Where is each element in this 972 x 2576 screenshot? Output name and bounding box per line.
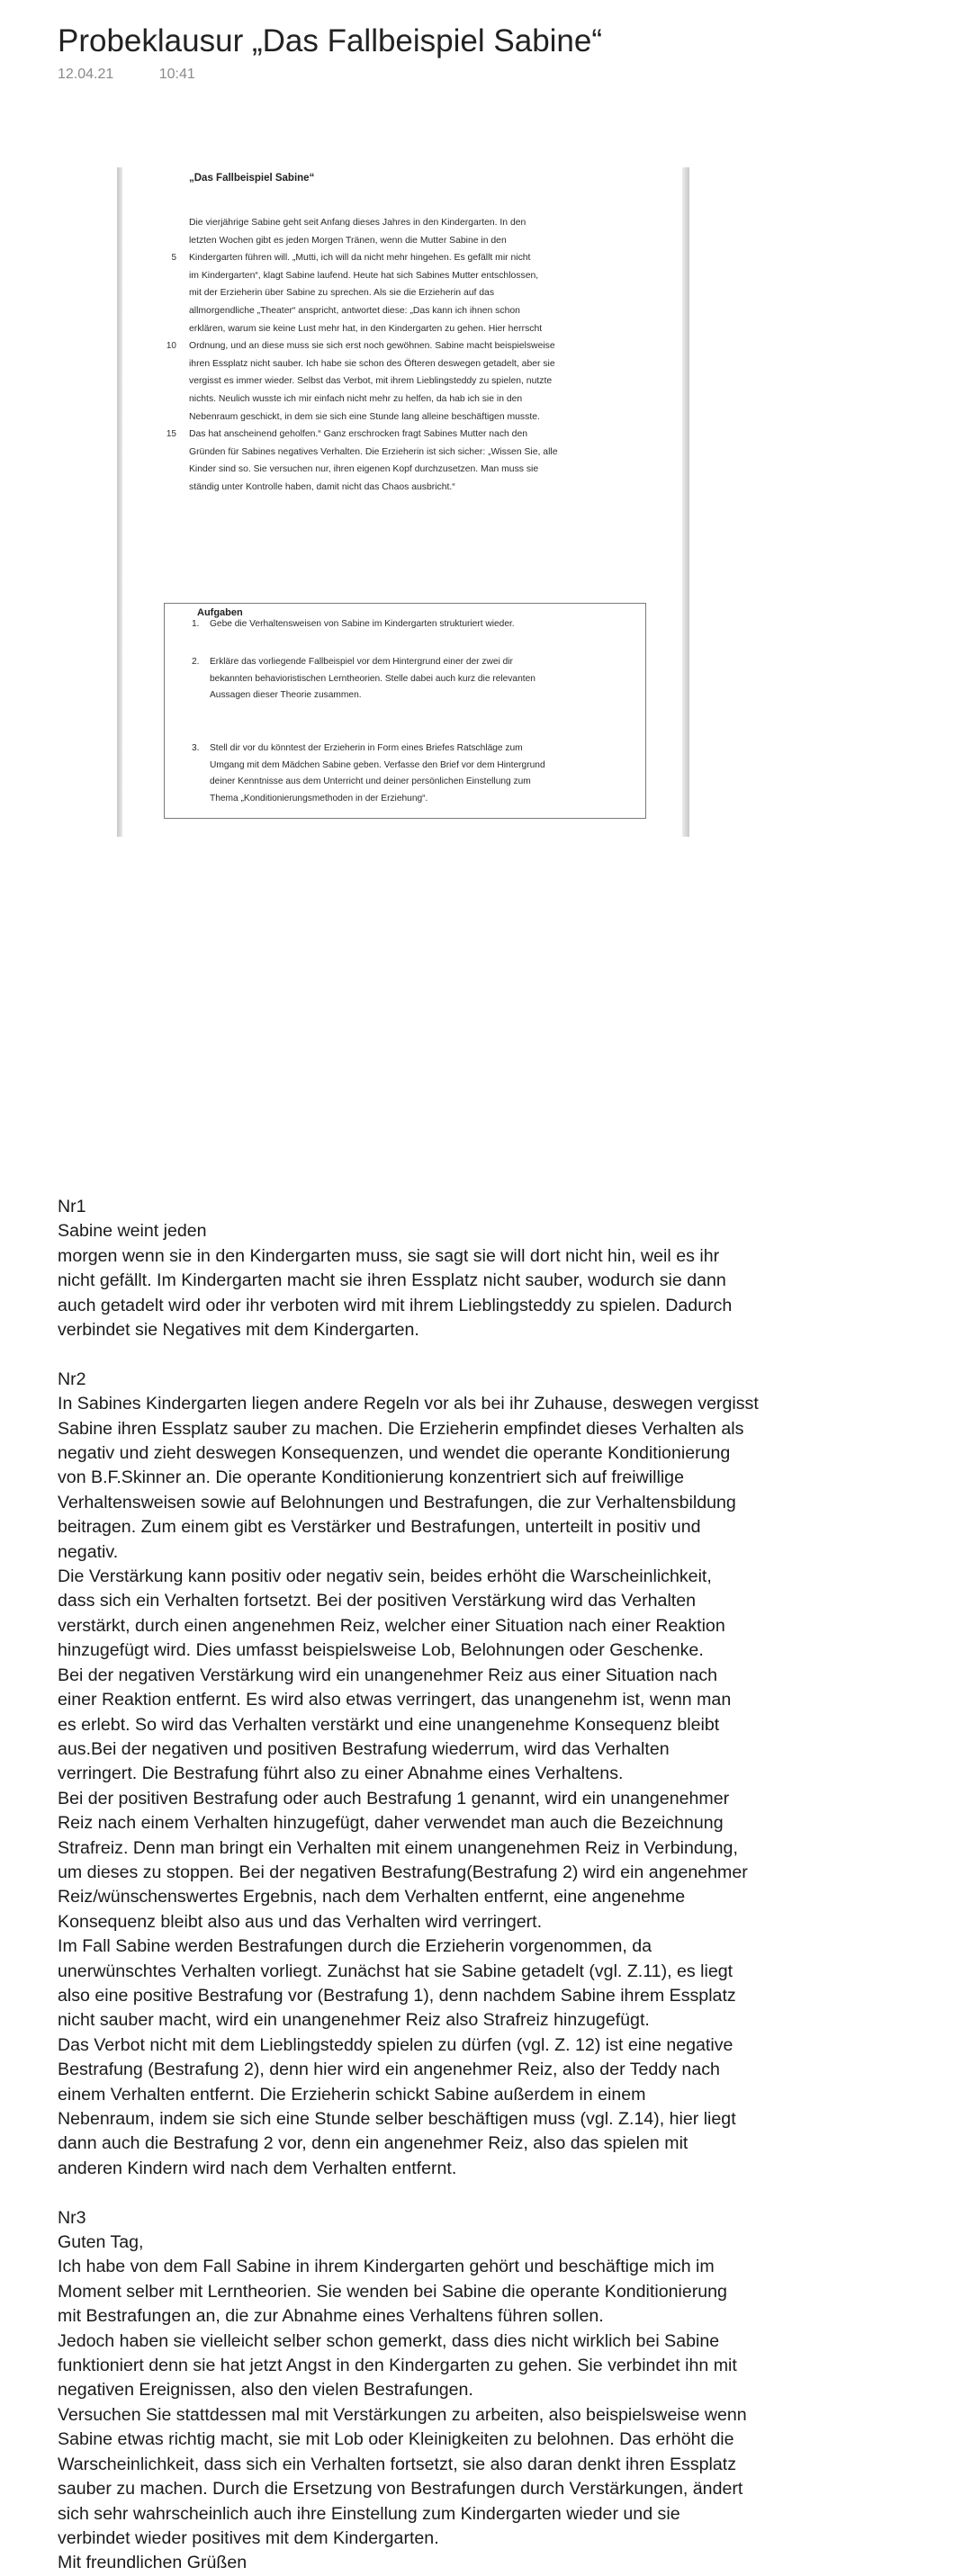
task-line: Umgang mit dem Mädchen Sabine geben. Verfasse den Brief vor dem Hintergrund — [210, 759, 545, 770]
scan-line — [166, 426, 655, 444]
answer-heading: Nr1 — [58, 1197, 86, 1216]
answer-line: In Sabines Kindergarten liegen andere Regeln vor als bei ihr Zuhause, deswegen vergisst — [58, 1394, 759, 1414]
line-text: ihren Essplatz nicht sauber. Ich habe sie schon des Öfteren deswegen getadelt, aber sie — [189, 358, 555, 369]
line-text: ständig unter Kontrolle haben, damit nicht das Chaos ausbricht.“ — [189, 481, 455, 492]
answer-heading: Nr2 — [58, 1369, 86, 1389]
line-text: Gründen für Sabines negatives Verhalten. Die Erzieherin ist sich sicher: „Wissen Sie, alle — [189, 446, 558, 457]
answer-line: also eine positive Bestrafung vor (Bestrafung 1), denn nachdem Sabine ihrem Essplatz — [58, 1985, 736, 2006]
answer-line: Die Verstärkung kann positiv oder negativ sein, beides erhöht die Warscheinlichkeit, — [58, 1566, 712, 1587]
task-line: deiner Kenntnisse aus dem Unterricht und deiner persönlichen Einstellung zum — [210, 776, 531, 786]
answer-line: negativ und zieht deswegen Konsequenzen, und wendet die operante Konditionierung — [58, 1443, 731, 1464]
answer-line: Bei der negativen Verstärkung wird ein unangenehmer Reiz aus einer Situation nach — [58, 1665, 718, 1685]
answer-line: einem Verhalten entfernt. Die Erzieherin schickt Sabine außerdem in einem — [58, 2084, 646, 2105]
answer-line: Sabine ihren Essplatz sauber zu machen. Die Erzieherin empfindet dieses Verhalten als — [58, 1418, 744, 1439]
task-line: Stell dir vor du könntest der Erzieherin in Form eines Briefes Ratschläge zum — [210, 743, 523, 753]
note-time: 10:41 — [158, 67, 195, 82]
answer-line: auch getadelt wird oder ihr verboten wird mit ihrem Lieblingsteddy zu spielen. Dadurch — [58, 1295, 733, 1315]
answer-line: unerwünschtes Verhalten vorliegt. Zunächst hat sie Sabine getadelt (vgl. Z.11), es liegt — [58, 1961, 734, 1981]
line-text: mit der Erzieherin über Sabine zu sprechen. Als sie die Erzieherin auf das — [189, 288, 495, 299]
answer-heading: Nr3 — [58, 2207, 86, 2228]
answer-line: Konsequenz bleibt also aus und das Verhalten wird verringert. — [58, 1911, 543, 1932]
scan-line — [189, 232, 655, 250]
scan-line — [189, 479, 655, 497]
answer-line: beitragen. Zum einem gibt es Verstärker und Bestrafungen, unterteilt in positiv und — [58, 1517, 701, 1538]
answer-line: nicht gefällt. Im Kindergarten macht sie ihren Essplatz nicht sauber, wodurch sie dann — [58, 1270, 726, 1291]
answer-line: sauber zu machen. Durch die Ersetzung von Bestrafungen durch Verstärkungen, ändert — [58, 2479, 743, 2500]
line-number: 5 — [171, 253, 176, 264]
answer-line: Sabine weint jeden — [58, 1221, 207, 1242]
answer-line: Moment selber mit Lerntheorien. Sie wenden bei Sabine die operante Konditionierung — [58, 2281, 727, 2302]
scan-line — [189, 408, 655, 426]
answer-line: Reiz nach einem Verhalten hinzugefügt, daher verwendet man auch die Bezeichnung — [58, 1813, 724, 1834]
task-number: 2. — [192, 657, 200, 667]
line-text: Kindergarten führen will. „Mutti, ich will da nicht mehr hingehen. Es gefällt mir nicht — [189, 253, 531, 264]
scan-line — [189, 461, 655, 479]
answer-line: dass sich ein Verhalten fortsetzt. Bei der positiven Verstärkung wird das Verhalten — [58, 1591, 697, 1611]
line-number: 15 — [166, 429, 176, 440]
task-line: Erkläre das vorliegende Fallbeispiel vor dem Hintergrund einer der zwei dir — [210, 657, 513, 667]
answer-line: von B.F.Skinner an. Die operante Konditionierung konzentriert sich auf freiwillige — [58, 1468, 684, 1488]
line-text: Ordnung, und an diese muss sie sich erst noch gewöhnen. Sabine macht beispielsweise — [189, 341, 555, 352]
answer-line: Strafreiz. Denn man bringt ein Verhalten mit einem unangenehmen Reiz in Verbindung, — [58, 1837, 738, 1858]
answer-line: mit Bestrafungen an, die zur Abnahme eines Verhaltens führen sollen. — [58, 2306, 604, 2327]
answer-line: Bestrafung (Bestrafung 2), denn hier wird ein angenehmer Reiz, also der Teddy nach — [58, 2060, 720, 2080]
answer-line: verbindet wieder positives mit dem Kindergarten. — [58, 2527, 439, 2548]
paragraph-gap — [58, 2181, 778, 2205]
line-text: erklären, warum sie keine Lust mehr hat, in den Kindergarten zu gehen. Hier herrscht — [189, 323, 543, 334]
answer-line: negativen Ereignissen, also den vielen Bestrafungen. — [58, 2380, 473, 2401]
answer-line: morgen wenn sie in den Kindergarten muss, sie sagt sie will dort nicht hin, weil es ihr — [58, 1245, 720, 1266]
answers — [58, 1195, 778, 2576]
line-number: 10 — [166, 341, 176, 352]
tasks-heading: Aufgaben — [197, 607, 243, 618]
task-item — [192, 616, 624, 633]
scan-line — [189, 214, 655, 232]
paragraph-gap — [58, 1342, 778, 1367]
answer-line: nicht sauber macht, wird ein unangenehmer Reiz also Strafreiz hinzugefügt. — [58, 2010, 650, 2031]
scan-line — [189, 444, 655, 462]
scan-line — [189, 372, 655, 390]
answer-line: Bei der positiven Bestrafung oder auch Bestrafung 1 genannt, wird ein unangenehmer — [58, 1788, 730, 1809]
answer-line: Im Fall Sabine werden Bestrafungen durch die Erzieherin vorgenommen, da — [58, 1936, 652, 1957]
task-item — [192, 654, 624, 705]
answer-line: Jedoch haben sie vielleicht selber schon gemerkt, dass dies nicht wirklich bei Sabine — [58, 2330, 720, 2351]
scanned-exam-sheet — [117, 167, 689, 837]
line-text: Kinder sind so. Sie versuchen nur, ihren eigenen Kopf durchzusetzen. Man muss sie — [189, 464, 539, 475]
answer-line: Warscheinlichkeit, dass sich ein Verhalten fortsetzt, sie also daran denkt ihren Essplatz — [58, 2454, 737, 2474]
answer-line: funktioniert denn sie hat jetzt Angst in den Kindergarten zu gehen. Sie verbindet ihn mit — [58, 2356, 737, 2376]
scan-line — [171, 249, 655, 267]
scan-line — [189, 267, 655, 285]
line-text: vergisst es immer wieder. Selbst das Verbot, mit ihrem Lieblingsteddy zu spielen, nutzte — [189, 376, 553, 387]
task-line: Gebe die Verhaltensweisen von Sabine im Kindergarten strukturiert wieder. — [210, 619, 515, 629]
page-title: Probeklausur „Das Fallbeispiel Sabine“ — [58, 23, 603, 58]
scan-line — [166, 337, 655, 355]
scan-line — [189, 355, 655, 373]
scan-line — [189, 284, 655, 302]
task-line: Thema „Konditionierungsmethoden in der Erziehung“. — [210, 793, 428, 803]
answer-line: anderen Kindern wird nach dem Verhalten entfernt. — [58, 2158, 457, 2178]
answer-line: verringert. Die Bestrafung führt also zu einer Abnahme eines Verhaltens. — [58, 1764, 624, 1784]
answer-line: Guten Tag, — [58, 2232, 144, 2253]
scan-text — [166, 214, 655, 497]
answer-line: Nebenraum, indem sie sich eine Stunde selber beschäftigen muss (vgl. Z.14), hier liegt — [58, 2109, 736, 2130]
line-text: letzten Wochen gibt es jeden Morgen Tränen, wenn die Mutter Sabine in den — [189, 235, 507, 246]
note-meta — [58, 67, 237, 83]
answer-line: Reiz/wünschenswertes Ergebnis, nach dem Verhalten entfernt, eine angenehme — [58, 1887, 686, 1907]
scan-title: „Das Fallbeispiel Sabine“ — [189, 173, 315, 184]
task-item — [192, 740, 624, 807]
note-date: 12.04.21 — [58, 67, 114, 82]
answer-line: aus.Bei der negativen und positiven Bestrafung wiederrum, wird das Verhalten — [58, 1738, 670, 1759]
scan-edge-right — [682, 167, 689, 837]
task-line: Aussagen dieser Theorie zusammen. — [210, 690, 362, 700]
answer-line: sich sehr wahrscheinlich auch ihre Einstellung zum Kindergarten wieder und sie — [58, 2503, 680, 2524]
answer-line: Mit freundlichen Grüßen — [58, 2553, 248, 2573]
answer-line: verbindet sie Negatives mit dem Kindergarten. — [58, 1320, 419, 1341]
line-text: Die vierjährige Sabine geht seit Anfang dieses Jahres in den Kindergarten. In den — [189, 218, 526, 228]
tasks-box — [164, 603, 646, 819]
line-text: allmorgendliche „Theater“ anspricht, antwortet diese: „Das kann ich ihnen schon — [189, 305, 520, 316]
scan-edge-left — [117, 167, 122, 837]
answer-line: Sabine etwas richtig macht, sie mit Lob oder Kleinigkeiten zu belohnen. Das erhöht die — [58, 2429, 734, 2450]
answer-line: Das Verbot nicht mit dem Lieblingsteddy spielen zu dürfen (vgl. Z. 12) ist eine negative — [58, 2034, 734, 2055]
answer-line: um dieses zu stoppen. Bei der negativen Bestrafung(Bestrafung 2) wird ein angenehmer — [58, 1862, 748, 1882]
answer-line: Versuchen Sie stattdessen mal mit Verstärkungen zu arbeiten, also beispielsweise wenn — [58, 2404, 747, 2425]
answer-line: es erlebt. So wird das Verhalten verstärkt und eine unangenehme Konsequenz bleibt — [58, 1714, 720, 1735]
answer-line: dann auch die Bestrafung 2 vor, denn ein angenehmer Reiz, also das spielen mit — [58, 2133, 688, 2154]
line-text: im Kindergarten“, klagt Sabine laufend. Heute hat sich Sabines Mutter entschlossen, — [189, 270, 539, 281]
task-number: 3. — [192, 743, 200, 753]
task-line: bekannten behavioristischen Lerntheorien. Stelle dabei auch kurz die relevanten — [210, 673, 536, 684]
answer-line: Verhaltensweisen sowie auf Belohnungen und Bestrafungen, die zur Verhaltensbildung — [58, 1492, 736, 1512]
answer-line: einer Reaktion entfernt. Es wird also etwas verringert, das unangenehm ist, wenn man — [58, 1690, 732, 1710]
scan-line — [189, 390, 655, 408]
line-text: nichts. Neulich wusste ich mir einfach nicht mehr zu helfen, da hab ich sie in den — [189, 393, 523, 404]
scan-line — [189, 302, 655, 320]
answer-line: negativ. — [58, 1541, 119, 1562]
scan-line — [189, 320, 655, 338]
task-number: 1. — [192, 619, 200, 629]
answer-line: Ich habe von dem Fall Sabine in ihrem Kindergarten gehört und beschäftige mich im — [58, 2257, 715, 2277]
line-text: Das hat anscheinend geholfen.“ Ganz erschrocken fragt Sabines Mutter nach den — [189, 429, 528, 440]
line-text: Nebenraum geschickt, in dem sie sich eine Stunde lang alleine beschäftigen musste. — [189, 411, 540, 422]
answer-line: hinzugefügt wird. Dies umfasst beispielsweise Lob, Belohnungen oder Geschenke. — [58, 1640, 704, 1661]
answer-line: verstärkt, durch einen angenehmen Reiz, welcher einer Situation nach einer Reaktion — [58, 1615, 725, 1636]
